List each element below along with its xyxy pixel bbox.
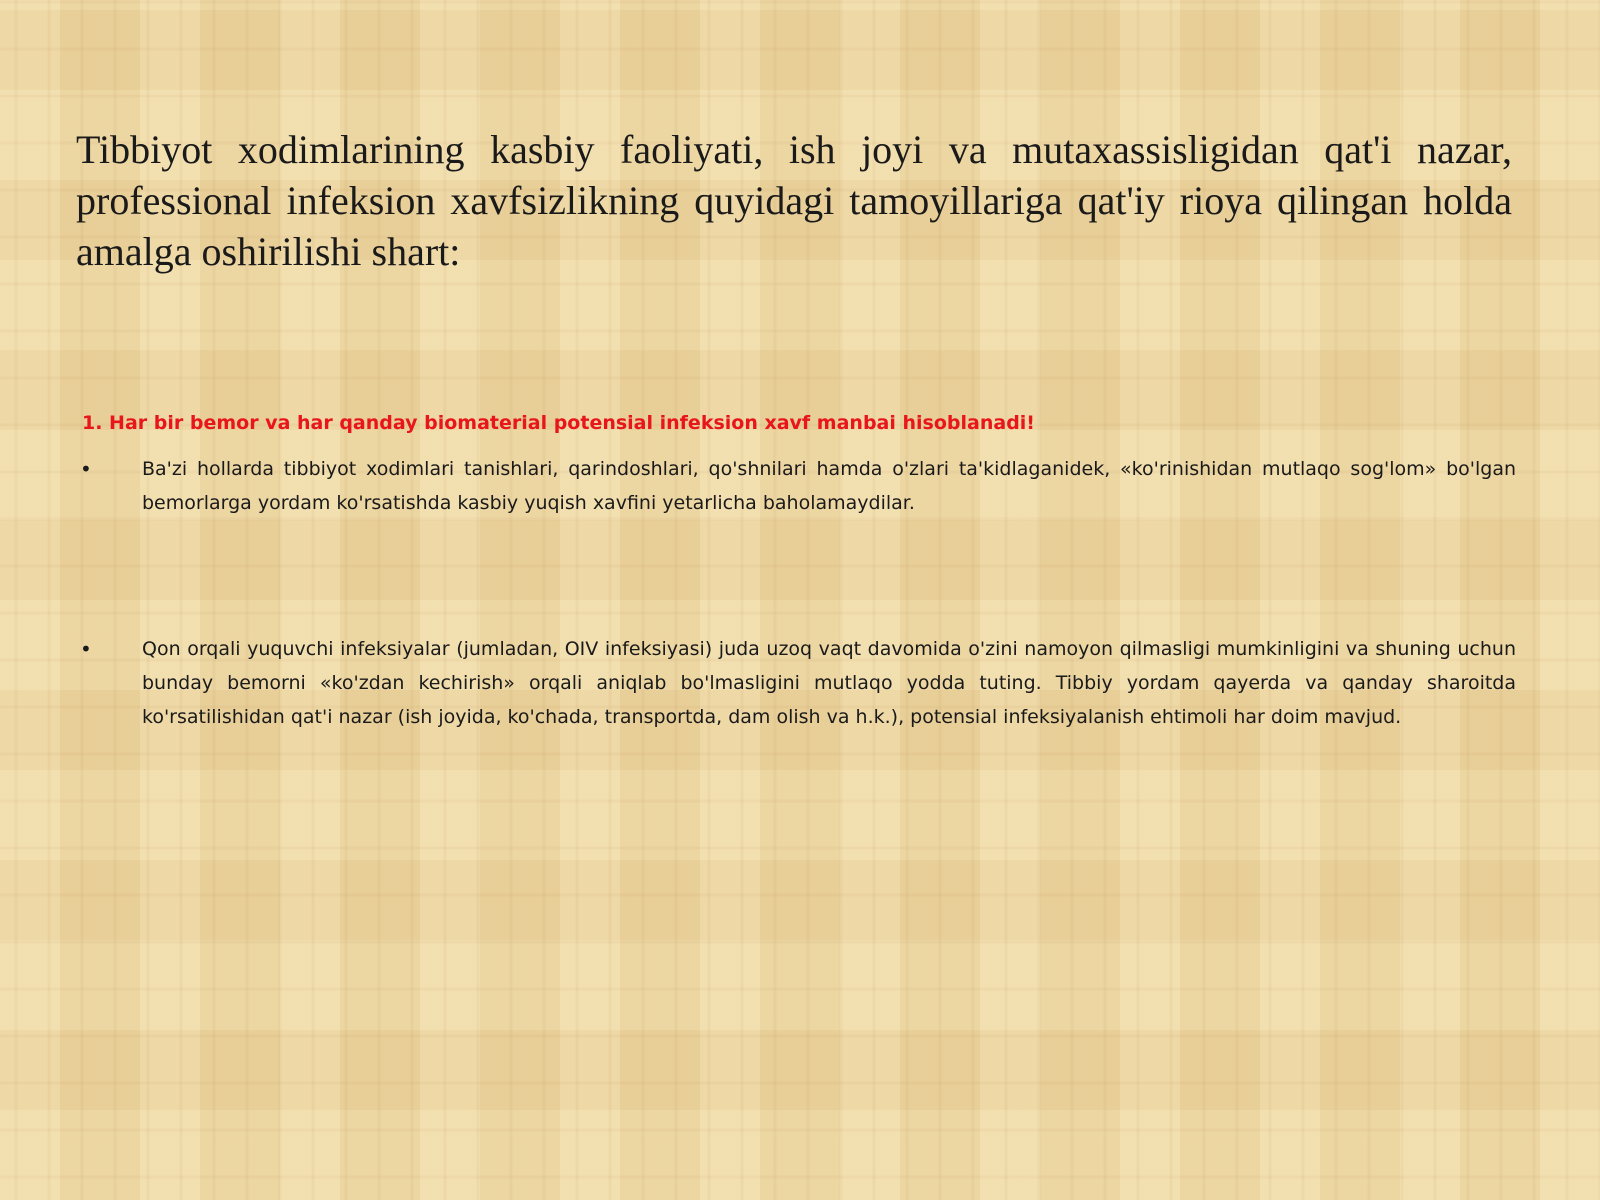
bullet-text: Qon orqali yuquvchi infeksiyalar (jumladan, OIV infeksiyasi) juda uzoq vaqt davomida o'zini namoyon qilmasligi mumkinligini va shuning uchun bunday bemorni «ko'zdan kechirish» orqali aniqlab bo'lmasligini mutlaqo yodda tuting. Tibbiy yordam qayerda va qanday sharoitda ko'rsatilishidan qat'i nazar (ish joyida, ko'chada, transportda, dam olish va h.k.), potensial infeksiyalanish ehtimoli har doim mavjud.	[142, 638, 1516, 728]
bullet-icon: •	[80, 457, 92, 481]
slide-title: Tibbiyot xodimlarining kasbiy faoliyati, ish joyi va mutaxassisligidan qat'i nazar, professional infeksion xavfsizlikning quyidagi tamoyillariga qat'iy rioya qilingan holda amalga oshirilishi shart:	[76, 127, 1512, 274]
principle-heading: 1. Har bir bemor va har qanday biomaterial potensial infeksion xavf manbai hisoblanadi!	[82, 412, 1035, 434]
bullet-text: Ba'zi hollarda tibbiyot xodimlari tanishlari, qarindoshlari, qo'shnilari hamda o'zlari ta'kidlaganidek, «ko'rinishidan mutlaqo sog'lom» bo'lgan bemorlarga yordam ko'rsatishda kasbiy yuqish xavfini yetarlicha baholamaydilar.	[142, 458, 1516, 514]
bullet-icon: •	[80, 637, 92, 661]
